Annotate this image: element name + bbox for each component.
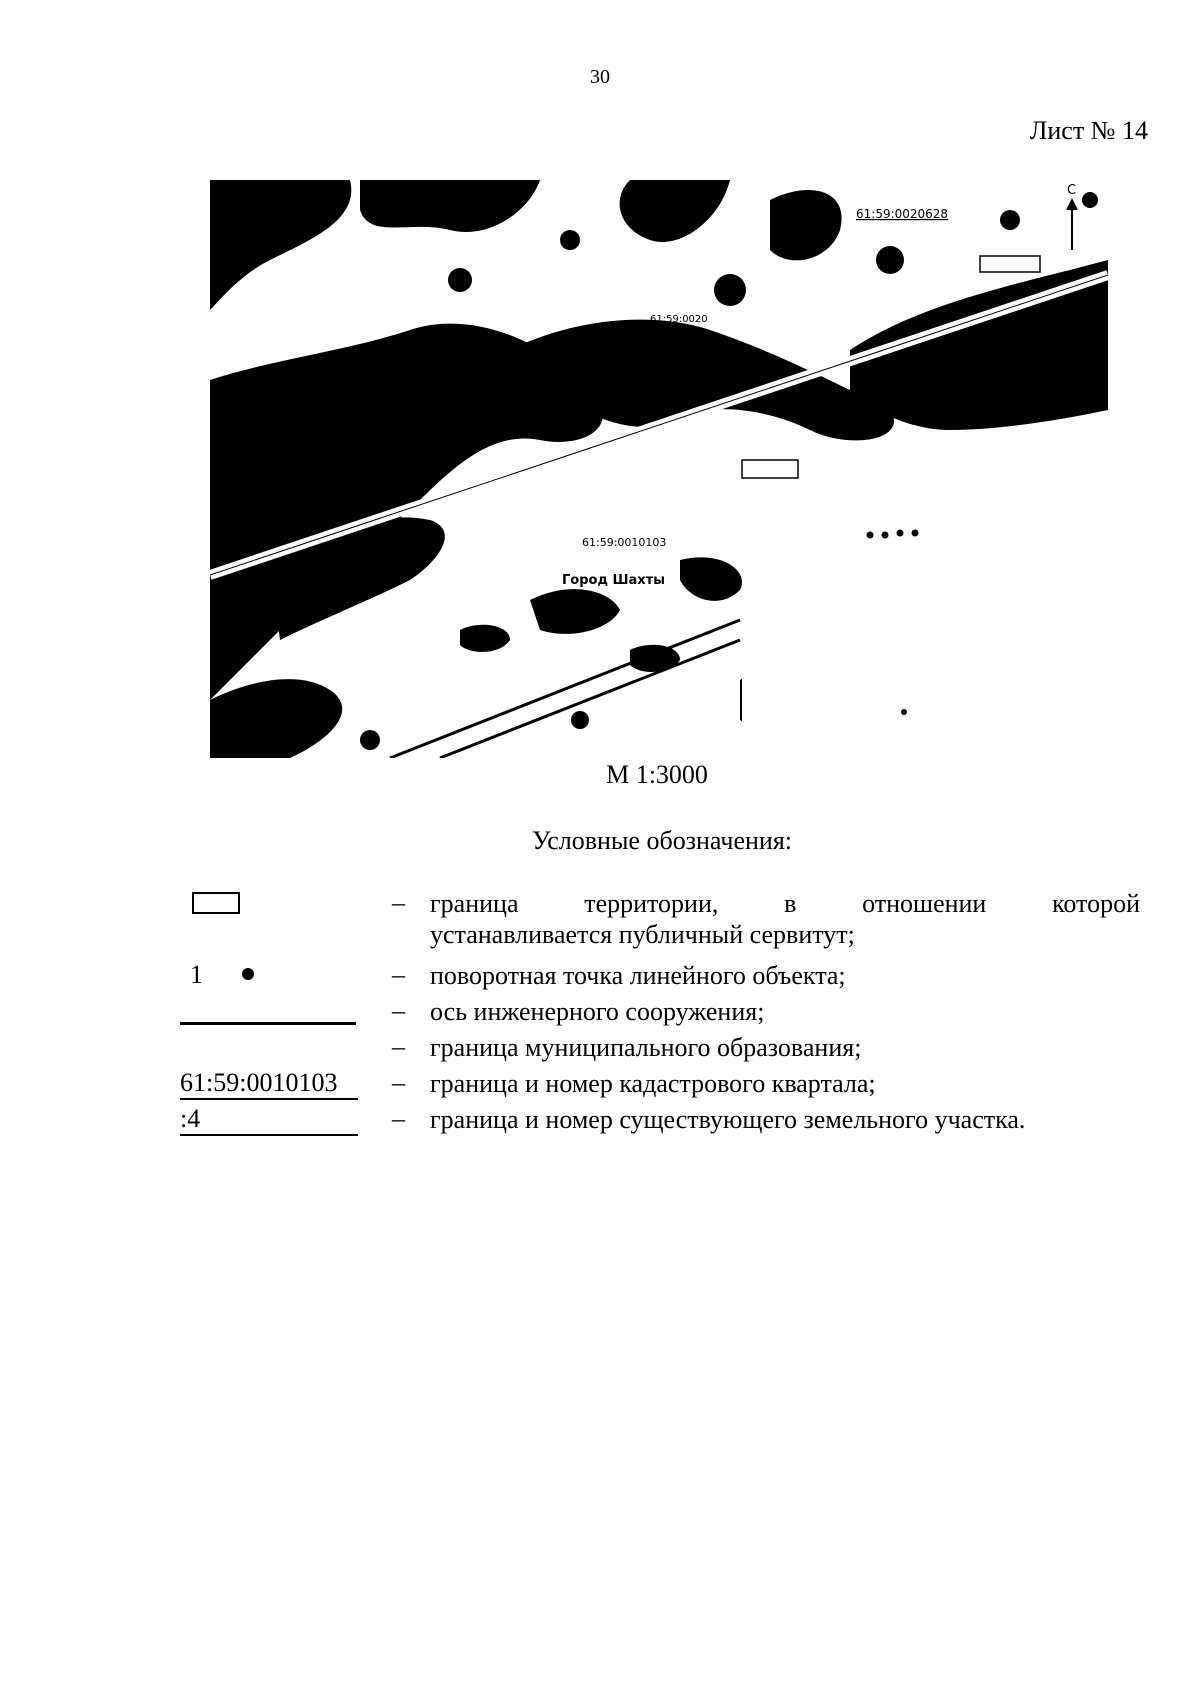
legend-text: граница и номер кадастрового квартала; — [430, 1069, 876, 1098]
cadastral-quarter-label-top: 61:59:0020628 — [856, 207, 949, 221]
legend-text: ось инженерного сооружения; — [430, 997, 765, 1026]
map-image — [210, 180, 1108, 758]
legend-dash: – — [392, 1068, 405, 1097]
servitude-boundary — [742, 460, 798, 478]
north-arrow — [1066, 183, 1078, 250]
parcel-label-a: 61:59:0020 — [650, 314, 708, 325]
page-number: 30 — [590, 66, 610, 88]
legend-dash: – — [392, 1032, 405, 1061]
legend-text: граница муниципального образования; — [430, 1033, 862, 1062]
word: граница — [430, 889, 519, 918]
railway — [390, 620, 740, 758]
word: которой — [1052, 889, 1140, 918]
legend-dash: – — [392, 888, 405, 917]
sheet-label: Лист № 14 — [1029, 116, 1148, 145]
point-number: 1 — [190, 960, 203, 989]
word: в — [784, 889, 797, 918]
legend-text-line-1 — [430, 888, 1140, 919]
legend-title: Условные обозначения: — [531, 826, 793, 855]
parcel-label-b: 61:59:0010 — [630, 336, 688, 347]
legend-text — [430, 888, 1140, 950]
blank-area — [742, 460, 1108, 758]
legend-text-line-2: устанавливается публичный сервитут; — [430, 920, 855, 949]
cadastral-quarter-label-mid: 61:59:0010103 — [582, 536, 667, 549]
city-label: Город Шахты — [562, 573, 665, 588]
legend-dash: – — [392, 996, 405, 1025]
map-scale: М 1:3000 — [606, 760, 708, 789]
legend-dash: – — [392, 1104, 405, 1133]
word: отношении — [862, 889, 987, 918]
rectangle-symbol — [192, 892, 240, 914]
north-label: С — [1067, 183, 1077, 198]
legend-text: поворотная точка линейного объекта; — [430, 961, 846, 990]
word: территории, — [584, 889, 719, 918]
cadastral-number-symbol: 61:59:0010103 — [180, 1068, 358, 1100]
parcel-number-symbol: :4 — [180, 1104, 358, 1136]
servitude-boundary-top — [980, 256, 1040, 272]
map-graphic — [210, 180, 1108, 758]
point-dot-icon — [242, 968, 254, 980]
legend-text: граница и номер существующего земельного участка. — [430, 1105, 1026, 1134]
solid-line-symbol — [180, 1022, 356, 1025]
legend-dash: – — [392, 960, 405, 989]
